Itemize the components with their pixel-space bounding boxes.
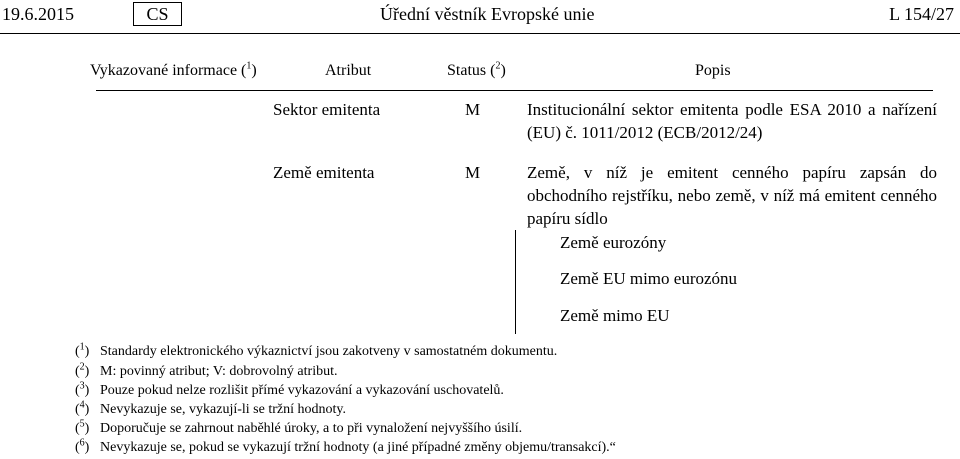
column-header-status: Status ($^2$)	[447, 60, 506, 79]
footnote: ($^3$) Pouze pokud nelze rozlišit přímé vykazování a vykazování uschovatelů.	[75, 380, 504, 398]
page-reference: L 154/27	[889, 4, 954, 24]
journal-title: Úřední věstník Evropské unie	[380, 4, 595, 24]
publication-date: 19.6.2015	[2, 4, 74, 24]
footnote: ($^4$) Nevykazuje se, vykazují-li se tržní hodnoty.	[75, 399, 346, 417]
column-header-reported-info: Vykazované informace ($^1$)	[90, 60, 257, 79]
row-status-issuer-sector: M	[465, 100, 481, 119]
language-badge: CS	[133, 2, 182, 26]
column-header-description: Popis	[695, 62, 731, 79]
code-euro-area-countries: Země eurozóny	[560, 233, 667, 252]
footnote: ($^5$) Doporučuje se zahrnout naběhlé úroky, a to při vynaložení nejvyššího úsilí.	[75, 418, 523, 436]
code-list-divider	[515, 230, 516, 334]
column-header-divider	[96, 90, 933, 91]
header-divider	[0, 33, 960, 34]
code-non-eu-countries: Země mimo EU	[560, 306, 670, 325]
row-attribute-issuer-sector: Sektor emitenta	[273, 100, 381, 119]
footnote: ($^1$) Standardy elektronického výkaznictví jsou zakotveny v samostatném dokumentu.	[75, 341, 558, 359]
column-header-attribute: Atribut	[325, 62, 372, 79]
footnote: ($^6$) Nevykazuje se, pokud se vykazují tržní hodnoty (a jiné případné změny objemu/transakcí).“	[75, 437, 616, 455]
footnote: ($^2$) M: povinný atribut; V: dobrovolný atribut.	[75, 361, 338, 379]
row-status-issuer-country: M	[465, 163, 481, 182]
row-description-issuer-country: Země, v níž je emitent cenného papíru zapsán do obchodního rejstříku, nebo země, v níž má emitent cenného papíru sídlo	[527, 163, 937, 228]
row-description-issuer-sector: Institucionální sektor emitenta podle ESA 2010 a nařízení (EU) č. 1011/2012 (ECB/2012/24)	[527, 100, 937, 142]
row-attribute-issuer-country: Země emitenta	[273, 163, 375, 182]
code-eu-non-euro-countries: Země EU mimo eurozónu	[560, 269, 738, 288]
